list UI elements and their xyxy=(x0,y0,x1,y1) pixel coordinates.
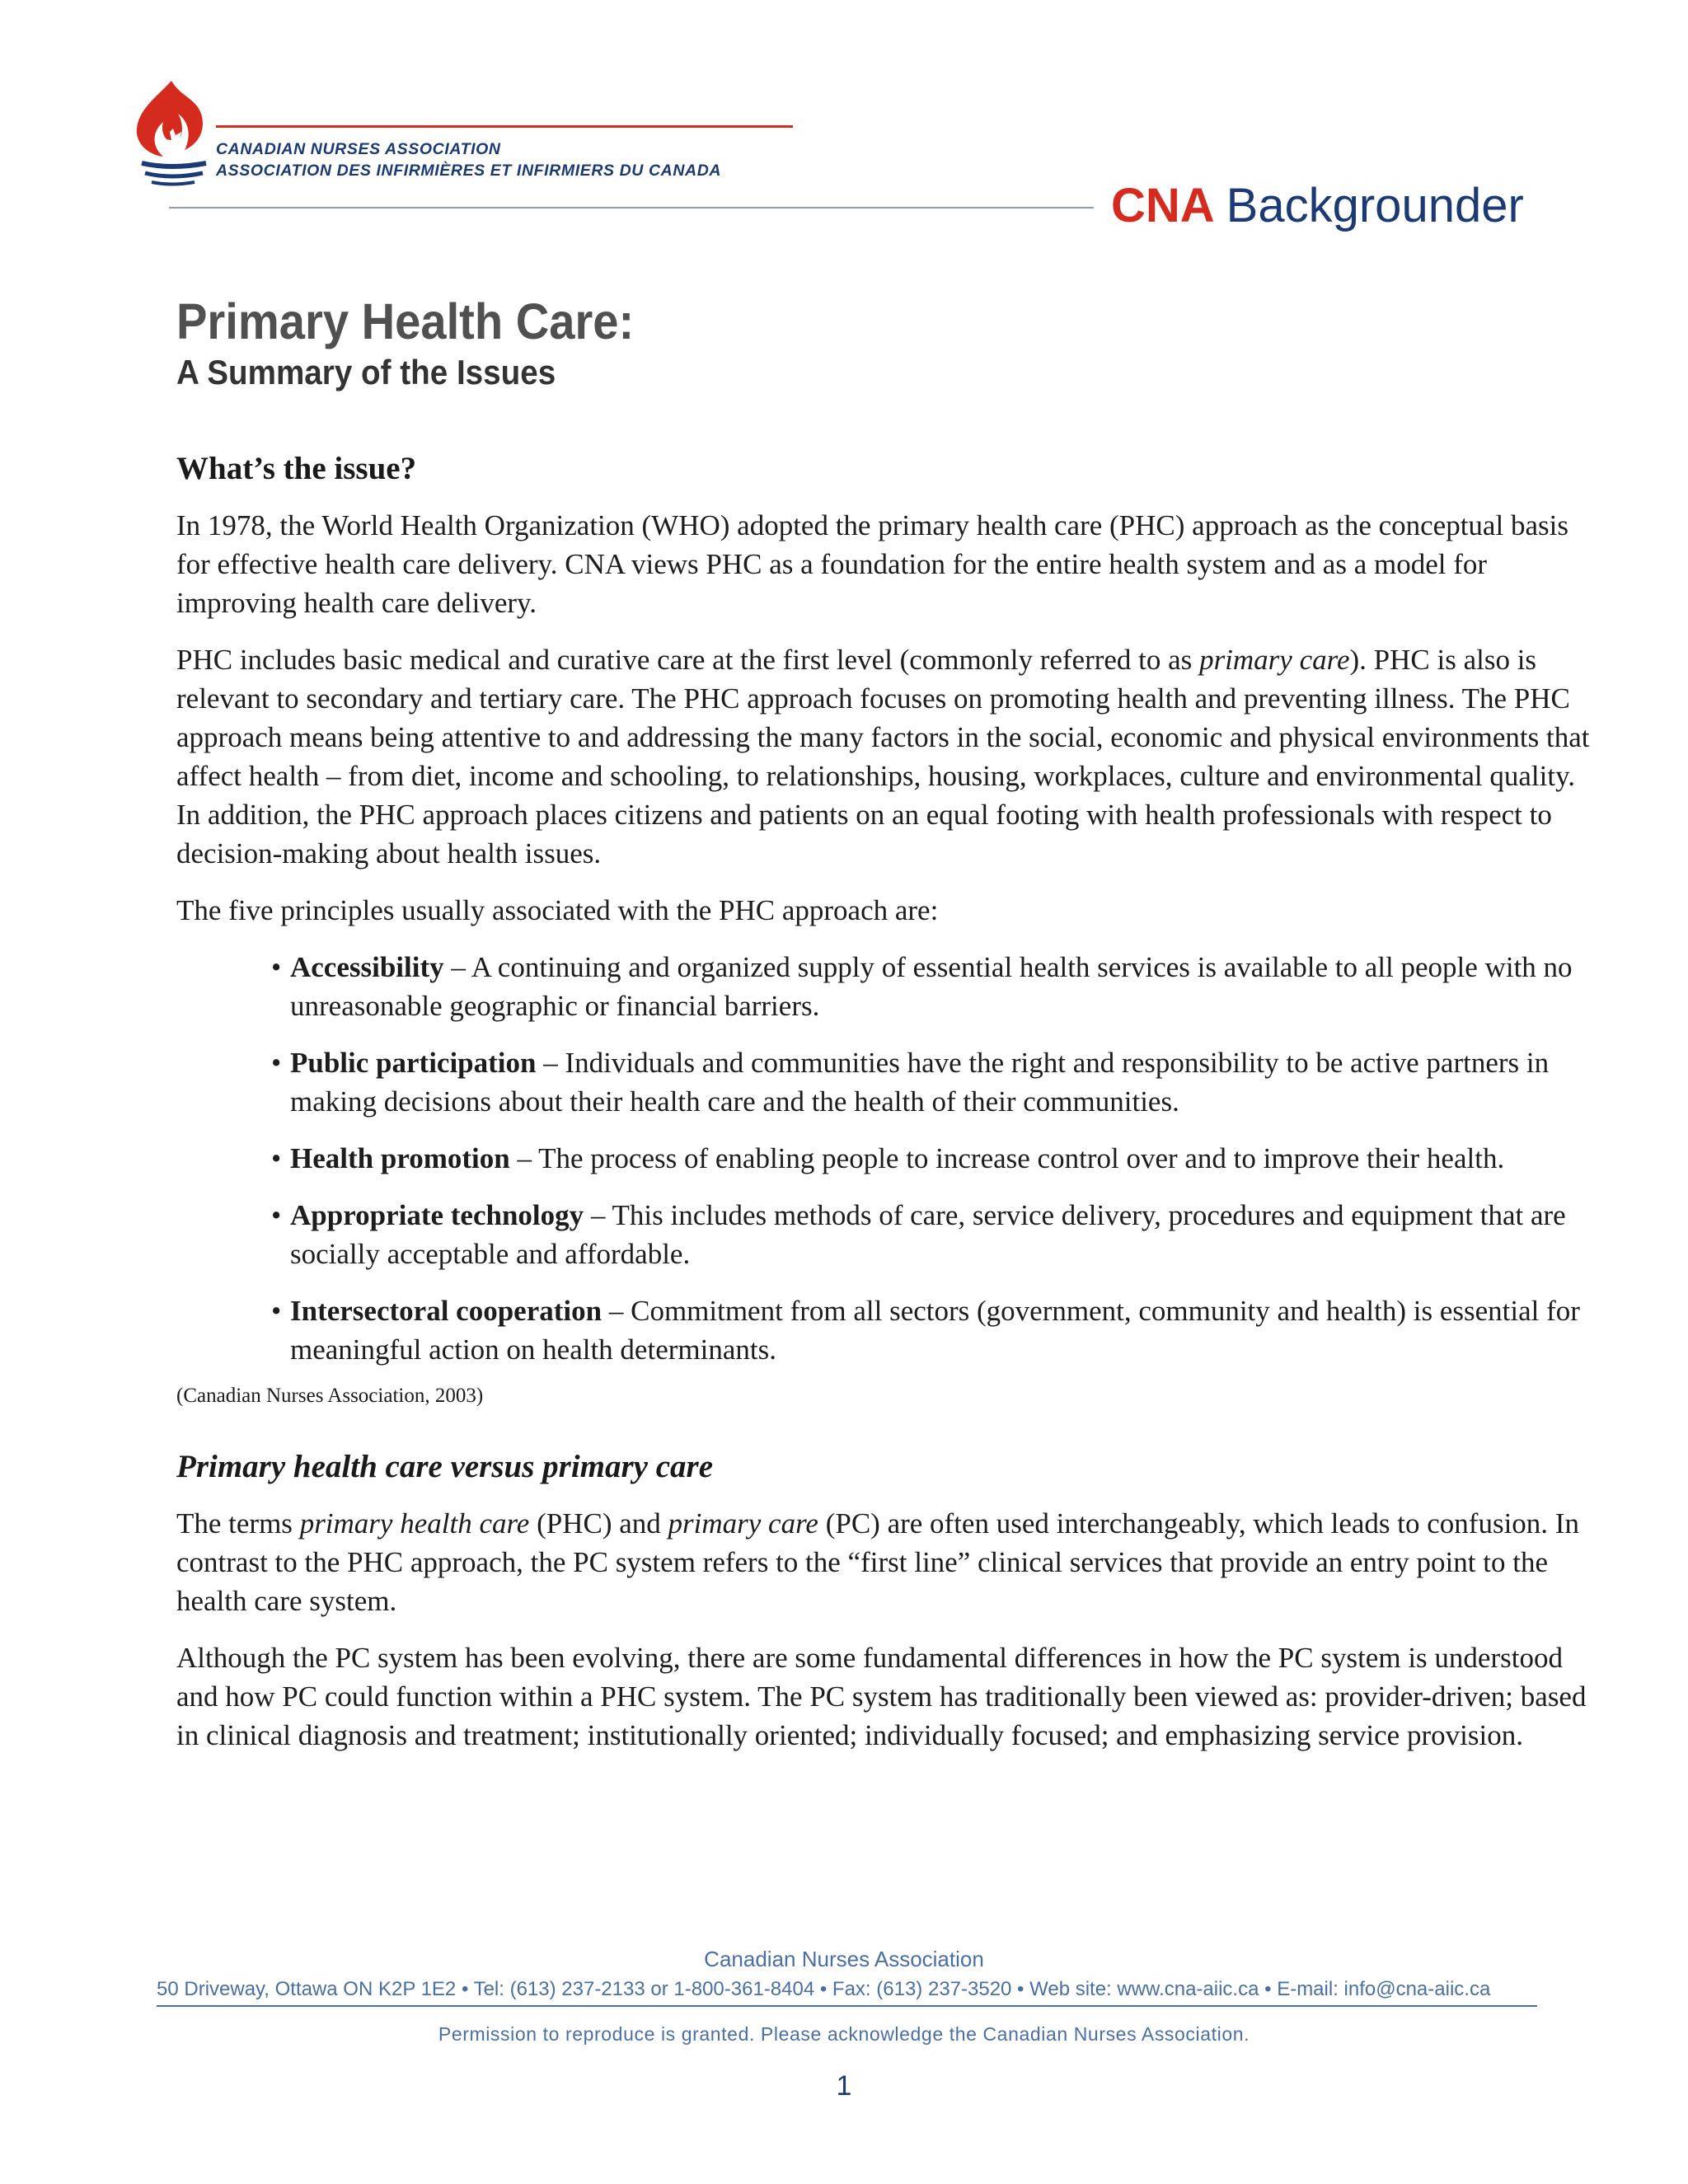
principle-text: – Commitment from all sectors (government, community and health) is essential for meaningful action on health determinants. xyxy=(290,1295,1580,1366)
principle-text: – This includes methods of care, service delivery, procedures and equipment that are socially acceptable and affordable. xyxy=(290,1199,1566,1270)
principles-list xyxy=(176,948,1594,1369)
principle-term: Health promotion xyxy=(290,1142,510,1174)
header-red-rule xyxy=(216,125,793,128)
cna-logo-icon xyxy=(130,77,213,186)
text-run: The terms xyxy=(176,1507,300,1540)
text-run: ). PHC is also is relevant to secondary and tertiary care. The PHC approach focuses on promoting health and preventing illness. The PHC approach means being attentive to and addressing the many factors in the social, economic and physical environments that affect health – from diet, income and schooling, to relationships, housing, workplaces, culture and environmental quality. In addition, the PHC approach places citizens and patients on an equal footing with health professionals with respect to decision-making about health issues. xyxy=(176,644,1590,869)
list-item xyxy=(271,1291,1594,1369)
list-item xyxy=(271,1196,1594,1273)
list-item xyxy=(271,1043,1594,1121)
page-subtitle: A Summary of the Issues xyxy=(176,353,556,391)
citation: (Canadian Nurses Association, 2003) xyxy=(176,1385,484,1407)
text-run: (PC) are often used interchangeably, which leads to confusion. In contrast to the PHC approach, the PC system refers to the “first line” clinical services that provide an entry point to the health care system. xyxy=(176,1507,1579,1617)
bullet-icon: • xyxy=(271,1142,282,1174)
brand-doc-type: Backgrounder xyxy=(1226,179,1524,232)
text-run: PHC includes basic medical and curative care at the first level (commonly referred to as xyxy=(176,644,1200,676)
emphasis: primary health care xyxy=(299,1507,530,1540)
emphasis: primary care xyxy=(668,1507,818,1540)
emphasis: primary care xyxy=(1199,644,1350,676)
principle-text: – A continuing and organized supply of essential health services is available to all people with no unreasonable geographic or financial barriers. xyxy=(290,951,1573,1022)
list-item xyxy=(271,948,1594,1025)
principle-text: – Individuals and communities have the right and responsibility to be active partners in making decisions about their health care and the health of their communities. xyxy=(290,1047,1550,1118)
footer-permission: Permission to reproduce is granted. Please acknowledge the Canadian Nurses Association. xyxy=(438,2023,1250,2045)
section-heading-phc-vs-pc: Primary health care versus primary care xyxy=(176,1449,714,1484)
principle-term: Intersectoral cooperation xyxy=(290,1295,603,1327)
page-number: 1 xyxy=(836,2070,852,2102)
list-item xyxy=(271,1139,1594,1178)
paragraph xyxy=(176,1504,1594,1620)
text-run: (PHC) and xyxy=(529,1507,668,1540)
paragraph: Although the PC system has been evolving, there are some fundamental differences in how the PC system is understood and how PC could function within a PHC system. The PC system has traditionally been viewed as: provider-driven; based in clinical diagnosis and treatment; institutionally oriented; individually focused; and emphasizing service provision. xyxy=(176,1642,1587,1751)
bullet-icon: • xyxy=(271,1199,282,1231)
brand-cna: CNA xyxy=(1111,179,1215,232)
principle-term: Appropriate technology xyxy=(290,1199,584,1231)
header-rule xyxy=(169,207,1094,209)
document-brand xyxy=(1111,177,1524,235)
paragraph: The five principles usually associated with the PHC approach are: xyxy=(176,894,939,926)
paragraph: In 1978, the World Health Organization (WHO) adopted the primary health care (PHC) approach as the conceptual basis for effective health care delivery. CNA views PHC as a foundation for the entire health system and as a model for improving health care delivery. xyxy=(176,509,1568,619)
footer-contact: 50 Driveway, Ottawa ON K2P 1E2 • Tel: (613) 237-2133 or 1-800-361-8404 • Fax: (613) 237-3520 • Web site: www.cna-aiic.ca • E-mail: info@cna-aiic.ca xyxy=(157,1978,1491,2000)
bullet-icon: • xyxy=(271,951,282,983)
bullet-icon: • xyxy=(271,1047,282,1079)
main-content xyxy=(176,448,1594,1773)
principle-term: Accessibility xyxy=(290,951,444,983)
footer-org: Canadian Nurses Association xyxy=(704,1947,984,1971)
org-name-english: CANADIAN NURSES ASSOCIATION xyxy=(216,140,501,158)
principle-text: – The process of enabling people to increase control over and to improve their health. xyxy=(509,1142,1505,1174)
footer-rule xyxy=(157,2005,1537,2007)
bullet-icon: • xyxy=(271,1295,282,1327)
section-heading-issue: What’s the issue? xyxy=(176,451,417,486)
paragraph xyxy=(176,640,1594,873)
org-name-french: ASSOCIATION DES INFIRMIÈRES ET INFIRMIERS DU CANADA xyxy=(216,162,722,180)
principle-term: Public participation xyxy=(290,1047,537,1079)
page-title: Primary Health Care: xyxy=(176,293,635,349)
